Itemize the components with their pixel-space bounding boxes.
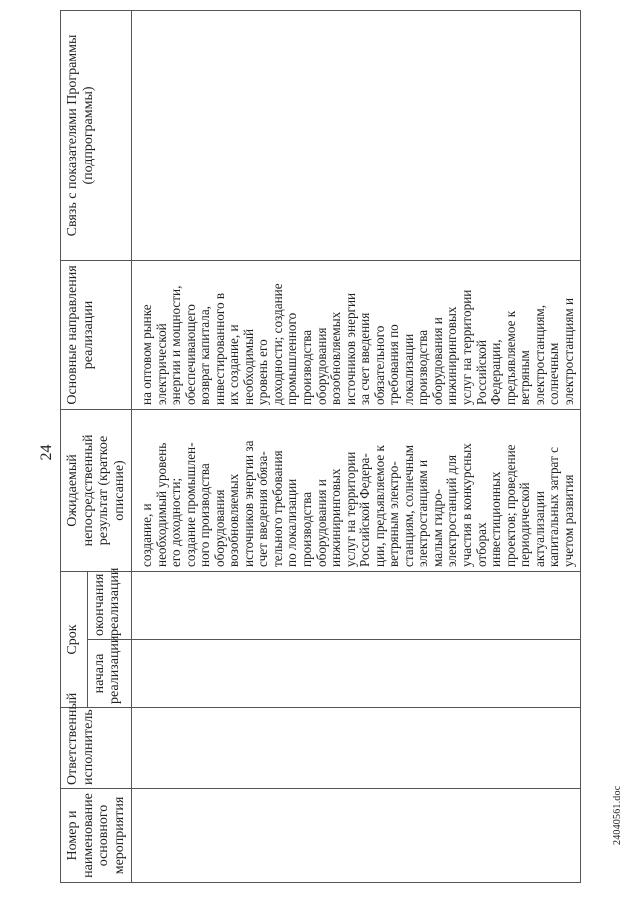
cell-term-start bbox=[132, 640, 581, 708]
cell-main-directions: на оптовом рынке электрической энергии и мощности, обеспечивающего возврат капитала, инвестированного в их создание, и необходимый уровень его доходности; создание промышленного производства оборудования возобновляемых источников энергии за счет введения обязательного требования по локализации производства оборудования и инжиниринговых услуг на территории Российской Федерации, предъявляемое к ветряным электростанциям, солнечным электростанциям и bbox=[132, 260, 581, 409]
page-number: 24 bbox=[38, 444, 55, 461]
measures-table bbox=[60, 10, 581, 883]
header-expected-result: Ожидаемый непосредственный результат (краткое описание) bbox=[61, 409, 132, 571]
table-row bbox=[132, 10, 581, 882]
cell-term-end bbox=[132, 571, 581, 639]
header-term: Срок bbox=[61, 571, 88, 707]
header-main-directions: Основные направления реализации bbox=[61, 260, 132, 409]
cell-measure-name bbox=[132, 789, 581, 883]
header-responsible: Ответственный исполнитель bbox=[61, 708, 132, 789]
document-filename: 24040561.doc bbox=[612, 785, 623, 845]
header-measure-name: Номер и наименование основного мероприятия bbox=[61, 789, 132, 883]
header-term-start: начала реализации bbox=[87, 640, 131, 708]
header-row bbox=[61, 10, 88, 882]
header-program-indicators: Связь с показателями Программы (подпрограммы) bbox=[61, 10, 132, 260]
header-term-end: окончания реализации bbox=[87, 571, 131, 639]
cell-responsible bbox=[132, 708, 581, 789]
cell-program-indicators bbox=[132, 10, 581, 260]
cell-expected-result: создание, и необходимый уровень его доходности; создание промышлен- ного производства оборудования возобновляемых источников энергии за счет введения обяза- тельного требования по локализации производства оборудования и инжиниринговых услуг на территории Российской Федера- ции, предъявляемое к ветряным электро- станциям, солнечным электростанциям и малым гидро- электростанций для участия в конкурсных отборах инвестиционных проектов; проведение периодической актуализации капитальных затрат с учетом развития bbox=[132, 409, 581, 571]
